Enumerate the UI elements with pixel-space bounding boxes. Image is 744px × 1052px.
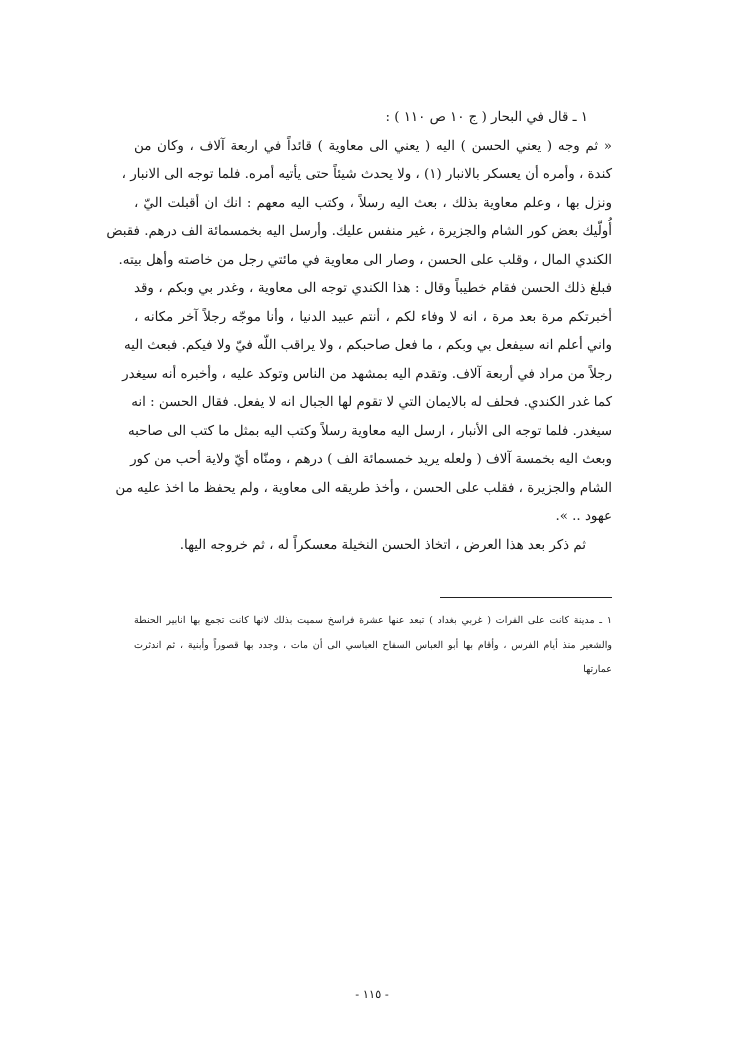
text-line: كندة ، وأمره أن يعسكر بالانبار (١) ، ولا يحدث شيئاً حتى يأتيه أمره. فلما توجه الى الانبار ، xyxy=(121,167,612,182)
footnote-line: عمارتها xyxy=(583,664,612,675)
footnotes xyxy=(134,609,612,683)
text-line: الكندي المال ، وقلب على الحسن ، وصار الى معاوية في مائتي رجل من خاصته وأهل بيته. xyxy=(118,252,612,268)
text-line: واني أعلم انه سيفعل بي وبكم ، ما فعل صاحبكم ، ولا يراقب اللّه فيّ ولا فيكم. فبعث اليه xyxy=(123,338,612,353)
footnote-line: ١ ـ مدينة كانت على الفرات ( غربي بغداد ) تبعد عنها عشرة فراسخ سميت بذلك لانها كانت تجمع بها انابير الحنطة xyxy=(134,615,612,626)
text-line: رجلاً من مراد في أربعة آلاف. وتقدم اليه بمشهد من الناس وتوكد عليه ، وأخبره أنه سيغدر xyxy=(122,366,612,382)
text-line: أُولّيك بعض كور الشام والجزيرة ، غير منفس عليك. وأرسل اليه بخمسمائة الف درهم. فقبض xyxy=(106,224,612,239)
text-line: الشام والجزيرة ، فقلب على الحسن ، وأخذ طريقه الى معاوية ، ولم يحفظ ما اخذ عليه من xyxy=(115,480,612,496)
text-line: وبعث اليه بخمسة آلاف ( ولعله يريد خمسمائة الف ) درهم ، ومنّاه أيّ ولاية أحب من كور xyxy=(130,452,612,467)
text-line: أخبرتكم مرة بعد مرة ، انه لا وفاء لكم ، أنتم عبيد الدنيا ، وأنا موجّه رجلاً آخر مكانه ، xyxy=(134,309,612,325)
page-number: - ١١٥ - xyxy=(355,987,389,1001)
text-line: « ثم وجه ( يعني الحسن ) اليه ( يعني الى معاوية ) قائداً في اربعة آلاف ، وكان من xyxy=(134,138,612,154)
closing-paragraph: ثم ذكر بعد هذا العرض ، اتخاذ الحسن النخيلة معسكراً له ، ثم خروجه اليها. xyxy=(179,537,586,553)
main-text xyxy=(106,104,612,560)
footnote-separator xyxy=(440,597,612,598)
text-line: عهود .. ». xyxy=(555,509,612,524)
quote-heading: ١ ـ قال في البحار ( ج ١٠ ص ١١٠ ) : xyxy=(385,110,588,125)
text-line: ونزل بها ، وعلم معاوية بذلك ، بعث اليه رسلاً ، وكتب اليه معهم : انك ان أقبلت اليّ ، xyxy=(134,195,612,211)
text-line: كما غدر الكندي. فحلف له بالايمان التي لا تقوم لها الجبال انه لا يفعل. فقال الحسن : انه xyxy=(131,395,612,410)
text-line: سيغدر. فلما توجه الى الأنبار ، ارسل اليه معاوية رسلاً وكتب اليه بمثل ما كتب الى صاحبه xyxy=(127,423,612,439)
footnote-line: والشعير منذ أيام الفرس ، وأقام بها أبو العباس السفاح العباسي الى أن مات ، وجدد بها قصوراً وأبنية ، ثم اندثرت xyxy=(134,639,612,651)
text-line: فبلغ ذلك الحسن فقام خطيباً وقال : هذا الكندي توجه الى معاوية ، وغدر بي وبكم ، وقد xyxy=(134,281,612,296)
